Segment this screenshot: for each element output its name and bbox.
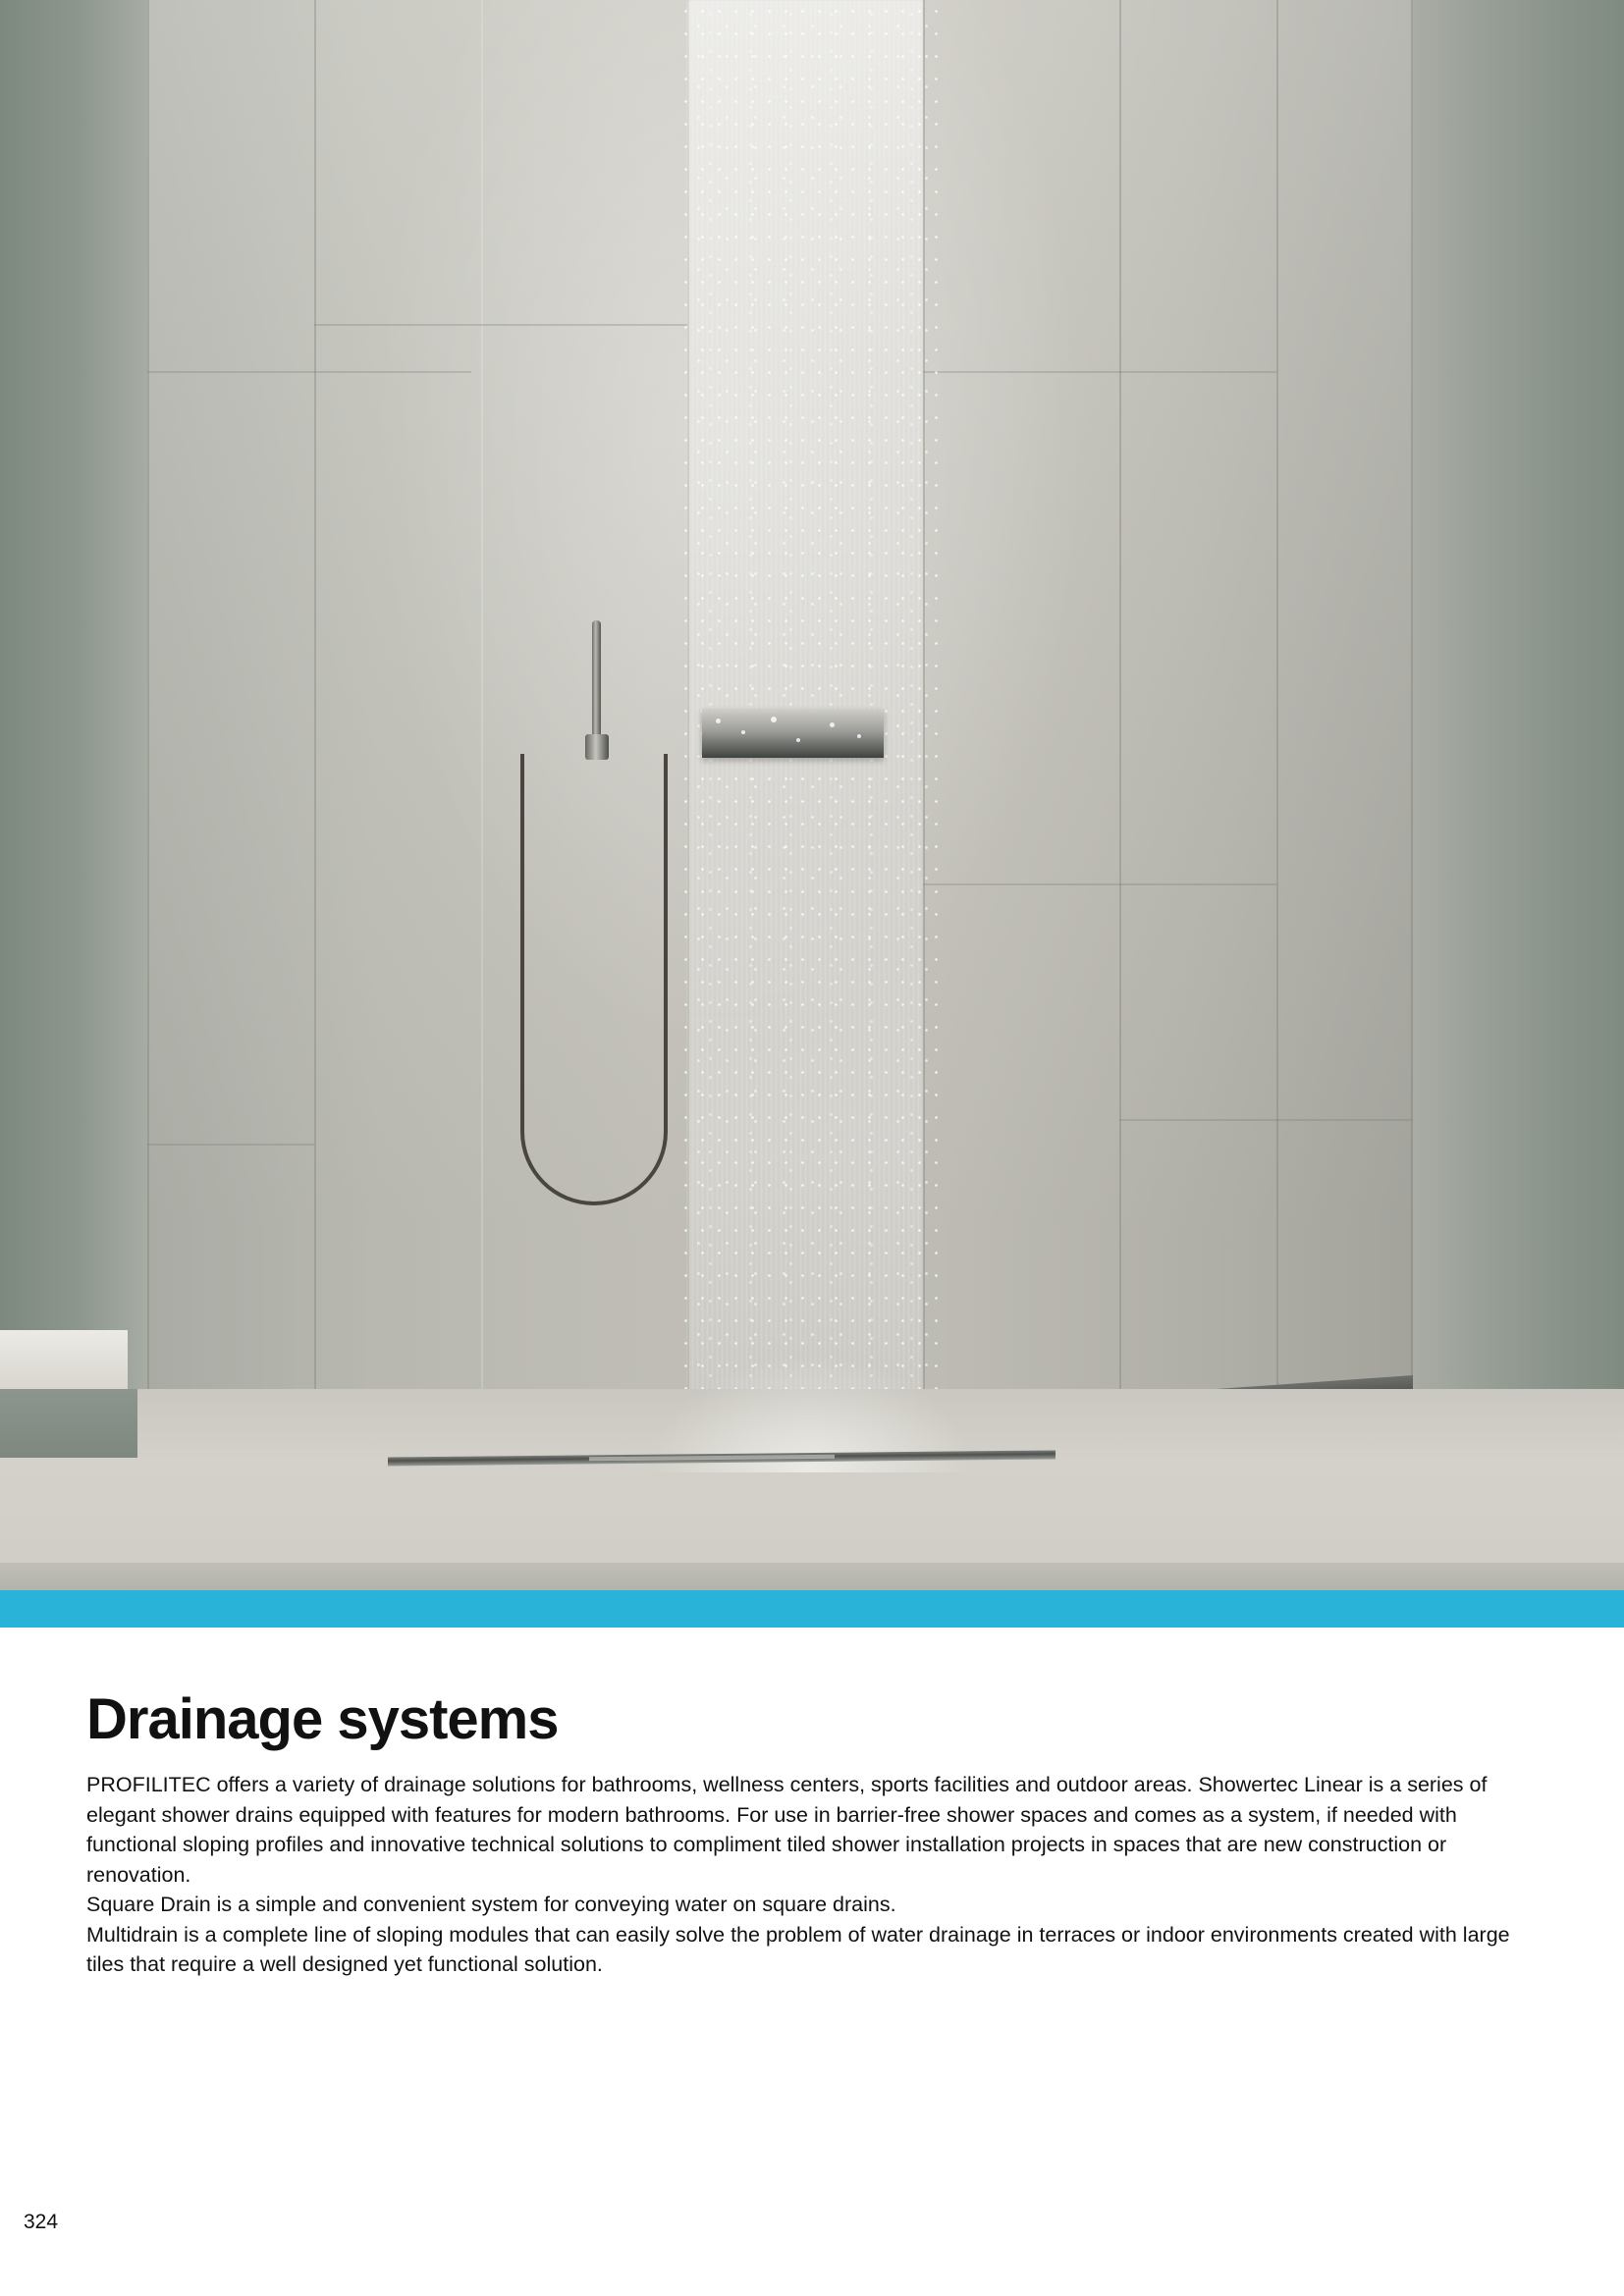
tile-joint-vertical xyxy=(1276,0,1278,1448)
page-number: 324 xyxy=(24,2211,59,2233)
tile-joint-horizontal xyxy=(147,1144,314,1146)
accent-band xyxy=(0,1590,1624,1628)
water-speck xyxy=(771,717,777,722)
tile-joint-vertical xyxy=(481,0,483,1443)
water-speck xyxy=(857,734,861,738)
tile-joint-vertical xyxy=(314,0,316,1443)
paragraph: Multidrain is a complete line of sloping modules that can easily solve the problem of water drainage in terraces or indoor environments created with large tiles that require a well designed yet functional solution. xyxy=(86,1922,1510,1976)
shower-hose xyxy=(520,754,668,1205)
water-speck xyxy=(716,719,721,723)
water-speck xyxy=(830,722,835,727)
paragraph: Square Drain is a simple and convenient system for conveying water on square drains. xyxy=(86,1893,896,1916)
tile-joint-horizontal xyxy=(147,371,471,373)
paragraph: PROFILITEC offers a variety of drainage solutions for bathrooms, wellness centers, sports facilities and outdoor areas. Showertec Linear is a series of elegant shower drains equipped with features for modern bathrooms. For use in barrier-free shower spaces and comes as a system, if needed with functional sloping profiles and innovative technical solutions to compliment tiled shower installation projects in spaces that are new construction or renovation. xyxy=(86,1773,1488,1887)
floor-shadow-left xyxy=(0,1389,137,1458)
tile-joint-horizontal xyxy=(1119,1119,1414,1121)
floor-front-edge xyxy=(0,1563,1624,1590)
page-title: Drainage systems xyxy=(86,1687,559,1751)
water-speck xyxy=(741,730,745,734)
right-side-wall xyxy=(1413,0,1624,1590)
page-content xyxy=(0,1628,1624,1980)
water-speck xyxy=(796,738,800,742)
tile-joint-vertical xyxy=(147,0,149,1448)
intro-copy xyxy=(86,1770,1530,1980)
wall-mixer-plate xyxy=(702,709,884,758)
tile-joint-vertical xyxy=(1119,0,1121,1443)
tile-joint-horizontal xyxy=(923,371,1276,373)
tile-joint-horizontal xyxy=(923,883,1276,885)
floor-ledge xyxy=(0,1330,128,1389)
tile-joint-horizontal xyxy=(314,324,687,326)
